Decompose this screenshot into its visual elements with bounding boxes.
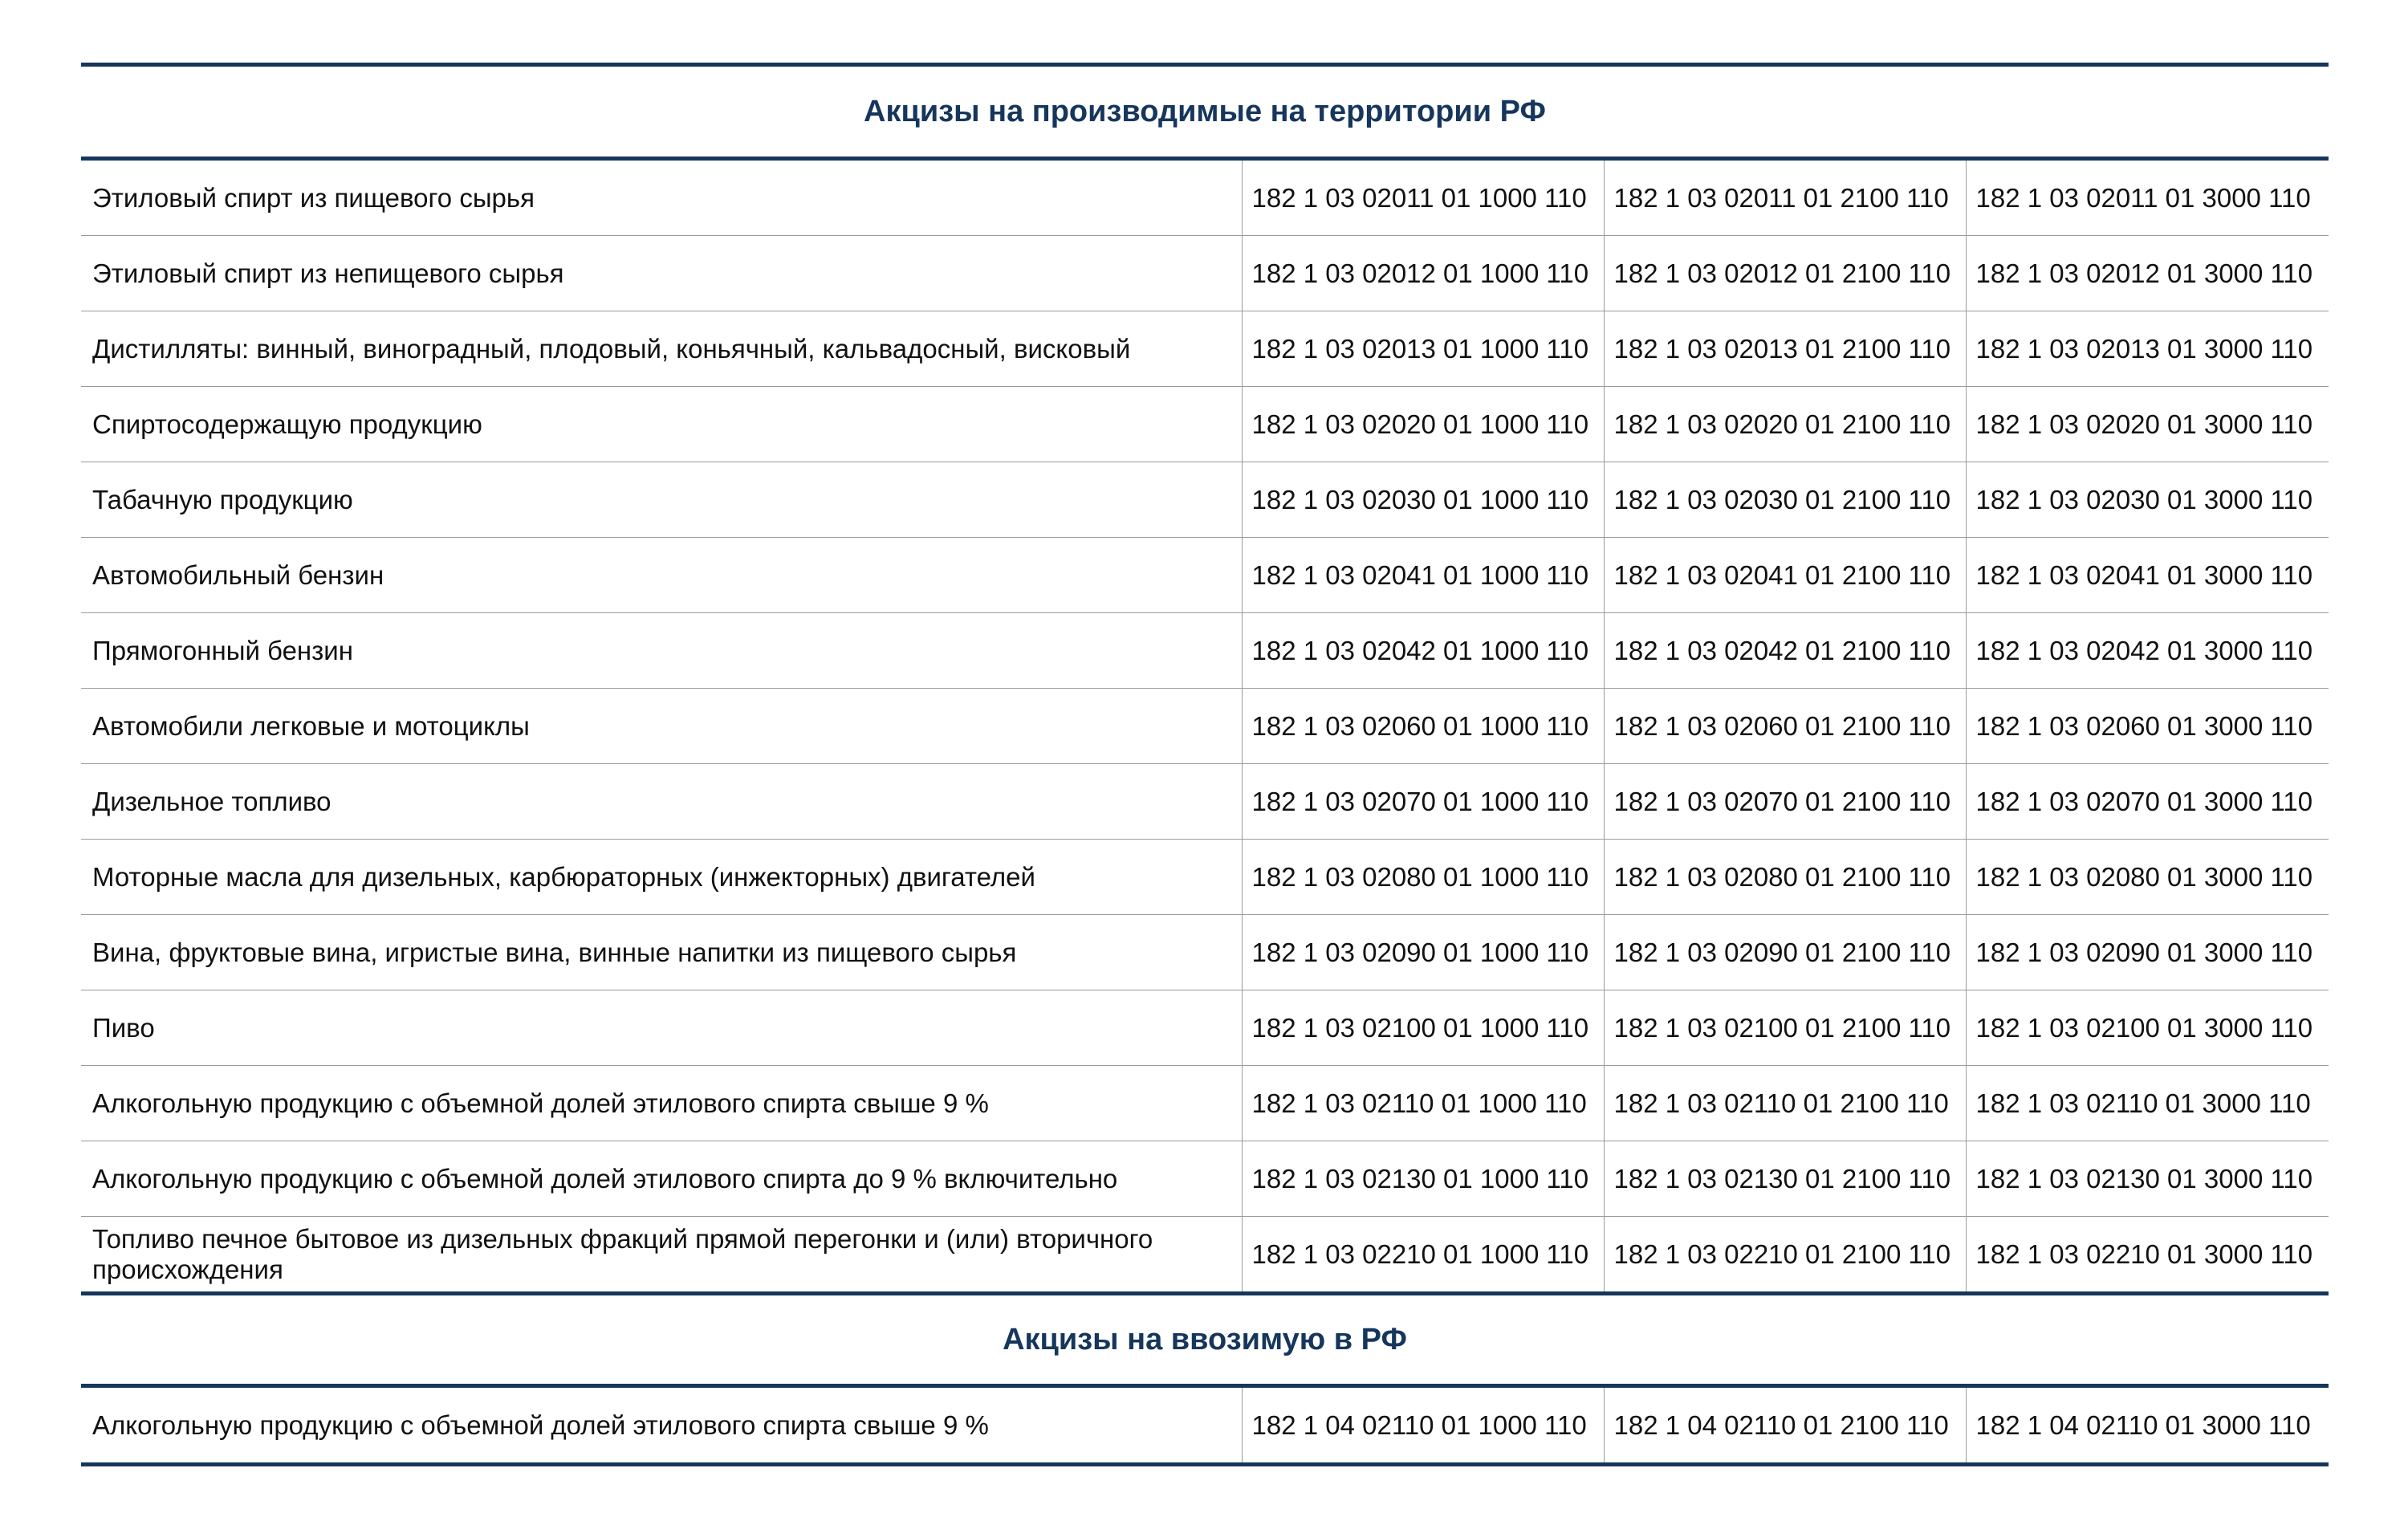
kbk-code-fine: 182 1 03 02041 01 3000 110 <box>1966 538 2329 613</box>
kbk-code-tax: 182 1 03 02110 01 1000 110 <box>1242 1066 1604 1141</box>
kbk-code-tax: 182 1 03 02030 01 1000 110 <box>1242 462 1604 538</box>
excise-item-name: Топливо печное бытовое из дизельных фракций прямой перегонки и (или) вторичного происхождения <box>92 1223 1153 1284</box>
excise-item-name: Прямогонный бензин <box>81 613 1242 689</box>
kbk-code-tax: 182 1 03 02090 01 1000 110 <box>1242 915 1604 990</box>
kbk-code-fine: 182 1 03 02020 01 3000 110 <box>1966 387 2329 462</box>
kbk-code-tax: 182 1 03 02041 01 1000 110 <box>1242 538 1604 613</box>
kbk-code-tax: 182 1 03 02070 01 1000 110 <box>1242 764 1604 840</box>
kbk-code-penalty: 182 1 03 02041 01 2100 110 <box>1604 538 1966 613</box>
table-row <box>81 538 2329 613</box>
kbk-code-fine: 182 1 03 02042 01 3000 110 <box>1966 613 2329 689</box>
table-row <box>81 462 2329 538</box>
kbk-code-penalty: 182 1 03 02020 01 2100 110 <box>1604 387 1966 462</box>
domestic-codes-table <box>81 161 2329 1291</box>
kbk-code-penalty: 182 1 03 02030 01 2100 110 <box>1604 462 1966 538</box>
kbk-code-tax: 182 1 03 02012 01 1000 110 <box>1242 236 1604 311</box>
kbk-code-tax: 182 1 03 02100 01 1000 110 <box>1242 990 1604 1066</box>
table-row <box>81 990 2329 1066</box>
kbk-code-tax: 182 1 03 02060 01 1000 110 <box>1242 689 1604 764</box>
section-title-imported: Акцизы на ввозимую в РФ <box>1003 1322 1407 1356</box>
kbk-code-penalty: 182 1 04 02110 01 2100 110 <box>1604 1388 1966 1462</box>
table-row <box>81 613 2329 689</box>
kbk-code-tax: 182 1 03 02013 01 1000 110 <box>1242 311 1604 387</box>
table-row <box>81 1066 2329 1141</box>
kbk-code-penalty: 182 1 03 02042 01 2100 110 <box>1604 613 1966 689</box>
kbk-code-tax: 182 1 03 02020 01 1000 110 <box>1242 387 1604 462</box>
kbk-code-penalty: 182 1 03 02110 01 2100 110 <box>1604 1066 1966 1141</box>
kbk-code-tax: 182 1 03 02011 01 1000 110 <box>1242 161 1604 236</box>
excise-item-name: Моторные масла для дизельных, карбюраторных (инжекторных) двигателей <box>81 840 1242 915</box>
excise-item-name: Дизельное топливо <box>81 764 1242 840</box>
excise-item-name: Алкогольную продукцию с объемной долей этилового спирта свыше 9 % <box>81 1066 1242 1141</box>
table-row <box>81 915 2329 990</box>
kbk-code-fine: 182 1 03 02070 01 3000 110 <box>1966 764 2329 840</box>
kbk-code-penalty: 182 1 03 02090 01 2100 110 <box>1604 915 1966 990</box>
excise-item-name: Пиво <box>81 990 1242 1066</box>
excise-item-name: Этиловый спирт из пищевого сырья <box>81 161 1242 236</box>
kbk-code-penalty: 182 1 03 02060 01 2100 110 <box>1604 689 1966 764</box>
table-row <box>81 311 2329 387</box>
kbk-code-tax: 182 1 03 02042 01 1000 110 <box>1242 613 1604 689</box>
kbk-code-tax: 182 1 03 02210 01 1000 110 <box>1242 1217 1604 1292</box>
kbk-code-fine: 182 1 04 02110 01 3000 110 <box>1966 1388 2329 1462</box>
table-row <box>81 840 2329 915</box>
kbk-code-fine: 182 1 03 02030 01 3000 110 <box>1966 462 2329 538</box>
excise-codes-document <box>81 63 2329 1466</box>
kbk-code-fine: 182 1 03 02090 01 3000 110 <box>1966 915 2329 990</box>
kbk-code-penalty: 182 1 03 02070 01 2100 110 <box>1604 764 1966 840</box>
kbk-code-fine: 182 1 03 02110 01 3000 110 <box>1966 1066 2329 1141</box>
kbk-code-fine: 182 1 03 02080 01 3000 110 <box>1966 840 2329 915</box>
imported-codes-table <box>81 1388 2329 1462</box>
kbk-code-tax: 182 1 03 02130 01 1000 110 <box>1242 1141 1604 1217</box>
kbk-code-penalty: 182 1 03 02013 01 2100 110 <box>1604 311 1966 387</box>
excise-item-name: Вина, фруктовые вина, игристые вина, винные напитки из пищевого сырья <box>81 915 1242 990</box>
table-row <box>81 161 2329 236</box>
kbk-code-fine: 182 1 03 02100 01 3000 110 <box>1966 990 2329 1066</box>
table-row <box>81 387 2329 462</box>
excise-item-name: Спиртосодержащую продукцию <box>81 387 1242 462</box>
table-row <box>81 236 2329 311</box>
excise-item-name: Алкогольную продукцию с объемной долей этилового спирта свыше 9 % <box>92 1409 989 1440</box>
excise-item-name: Этиловый спирт из непищевого сырья <box>81 236 1242 311</box>
excise-item-name: Дистилляты: винный, виноградный, плодовый, коньячный, кальвадосный, висковый <box>81 311 1242 387</box>
section-title-domestic: Акцизы на производимые на территории РФ <box>864 94 1546 128</box>
kbk-code-penalty: 182 1 03 02100 01 2100 110 <box>1604 990 1966 1066</box>
kbk-code-fine: 182 1 03 02130 01 3000 110 <box>1966 1141 2329 1217</box>
kbk-code-fine: 182 1 03 02012 01 3000 110 <box>1966 236 2329 311</box>
table-row <box>81 1141 2329 1217</box>
table-row <box>81 1217 2329 1292</box>
kbk-code-penalty: 182 1 03 02130 01 2100 110 <box>1604 1141 1966 1217</box>
table-row <box>81 764 2329 840</box>
kbk-code-fine: 182 1 03 02011 01 3000 110 <box>1966 161 2329 236</box>
table-row <box>81 1388 2329 1462</box>
excise-item-name: Табачную продукцию <box>81 462 1242 538</box>
kbk-code-tax: 182 1 04 02110 01 1000 110 <box>1242 1388 1604 1462</box>
kbk-code-penalty: 182 1 03 02210 01 2100 110 <box>1604 1217 1966 1292</box>
excise-item-name: Автомобили легковые и мотоциклы <box>81 689 1242 764</box>
kbk-code-fine: 182 1 03 02060 01 3000 110 <box>1966 689 2329 764</box>
kbk-code-fine: 182 1 03 02210 01 3000 110 <box>1966 1217 2329 1292</box>
excise-item-name: Алкогольную продукцию с объемной долей этилового спирта до 9 % включительно <box>81 1141 1242 1217</box>
excise-item-name: Автомобильный бензин <box>81 538 1242 613</box>
kbk-code-penalty: 182 1 03 02080 01 2100 110 <box>1604 840 1966 915</box>
kbk-code-fine: 182 1 03 02013 01 3000 110 <box>1966 311 2329 387</box>
kbk-code-penalty: 182 1 03 02011 01 2100 110 <box>1604 161 1966 236</box>
kbk-code-tax: 182 1 03 02080 01 1000 110 <box>1242 840 1604 915</box>
kbk-code-penalty: 182 1 03 02012 01 2100 110 <box>1604 236 1966 311</box>
table-row <box>81 689 2329 764</box>
bottom-rule <box>81 1462 2329 1466</box>
